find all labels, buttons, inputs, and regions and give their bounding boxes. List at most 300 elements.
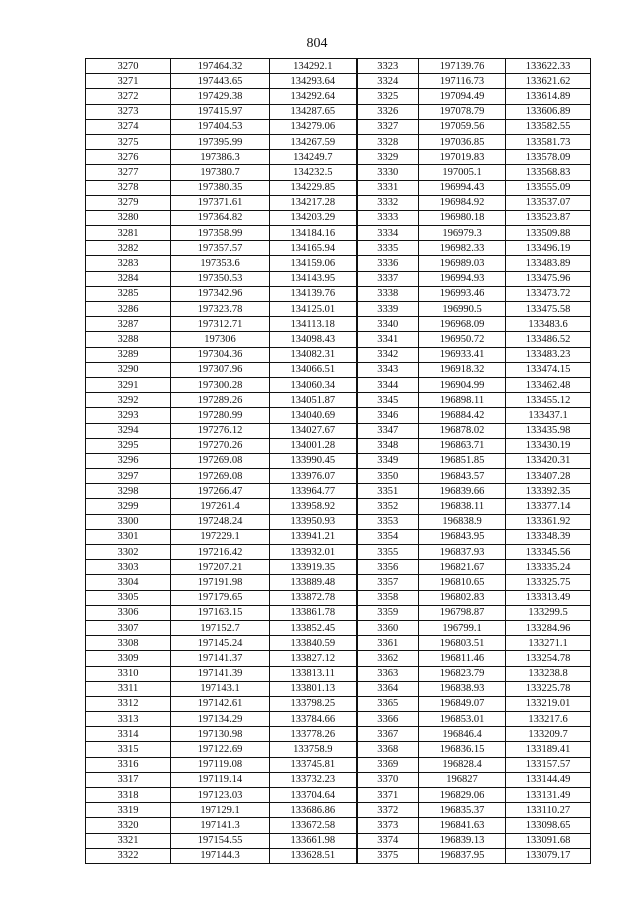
point-number-cell: 3273 [86, 104, 171, 119]
x-coordinate-cell: 196839.66 [419, 484, 506, 499]
y-coordinate-cell: 133661.98 [270, 833, 357, 848]
x-coordinate-cell: 196898.11 [419, 393, 506, 408]
x-coordinate-cell: 196982.33 [419, 241, 506, 256]
y-coordinate-cell: 134217.28 [270, 195, 357, 210]
x-coordinate-cell: 197248.24 [171, 514, 270, 529]
y-coordinate-cell: 133932.01 [270, 545, 357, 560]
y-coordinate-cell: 133745.81 [270, 757, 357, 772]
table-row [86, 347, 591, 362]
x-coordinate-cell: 196846.4 [419, 727, 506, 742]
y-coordinate-cell: 134066.51 [270, 362, 357, 377]
x-coordinate-cell: 197353.6 [171, 256, 270, 271]
y-coordinate-cell: 134165.94 [270, 241, 357, 256]
table-row [86, 104, 591, 119]
table-row [86, 423, 591, 438]
point-number-cell: 3291 [86, 377, 171, 392]
point-number-cell: 3292 [86, 393, 171, 408]
point-number-cell: 3299 [86, 499, 171, 514]
x-coordinate-cell: 196993.46 [419, 286, 506, 301]
point-number-cell: 3371 [357, 788, 419, 803]
x-coordinate-cell: 196835.37 [419, 803, 506, 818]
point-number-cell: 3343 [357, 362, 419, 377]
point-number-cell: 3302 [86, 545, 171, 560]
x-coordinate-cell: 196837.95 [419, 848, 506, 863]
table-row [86, 332, 591, 347]
point-number-cell: 3282 [86, 241, 171, 256]
y-coordinate-cell: 133098.65 [506, 818, 591, 833]
x-coordinate-cell: 196838.11 [419, 499, 506, 514]
table-row [86, 362, 591, 377]
y-coordinate-cell: 134292.64 [270, 89, 357, 104]
x-coordinate-cell: 196980.18 [419, 210, 506, 225]
x-coordinate-cell: 197154.55 [171, 833, 270, 848]
y-coordinate-cell: 134001.28 [270, 438, 357, 453]
point-number-cell: 3353 [357, 514, 419, 529]
x-coordinate-cell: 197191.98 [171, 575, 270, 590]
point-number-cell: 3352 [357, 499, 419, 514]
x-coordinate-cell: 197386.3 [171, 150, 270, 165]
y-coordinate-cell: 133852.45 [270, 620, 357, 635]
table-row [86, 165, 591, 180]
table-row [86, 74, 591, 89]
point-number-cell: 3361 [357, 636, 419, 651]
x-coordinate-cell: 196950.72 [419, 332, 506, 347]
x-coordinate-cell: 197312.71 [171, 317, 270, 332]
table-row [86, 59, 591, 74]
point-number-cell: 3335 [357, 241, 419, 256]
x-coordinate-cell: 197415.97 [171, 104, 270, 119]
y-coordinate-cell: 134232.5 [270, 165, 357, 180]
y-coordinate-cell: 133976.07 [270, 469, 357, 484]
table-row [86, 408, 591, 423]
table-row [86, 134, 591, 149]
point-number-cell: 3328 [357, 134, 419, 149]
point-number-cell: 3334 [357, 226, 419, 241]
page-number: 804 [306, 36, 328, 51]
table-row [86, 226, 591, 241]
point-number-cell: 3324 [357, 74, 419, 89]
y-coordinate-cell: 133840.59 [270, 636, 357, 651]
table-row [86, 499, 591, 514]
y-coordinate-cell: 134249.7 [270, 150, 357, 165]
point-number-cell: 3330 [357, 165, 419, 180]
x-coordinate-cell: 196843.95 [419, 529, 506, 544]
point-number-cell: 3348 [357, 438, 419, 453]
y-coordinate-cell: 134229.85 [270, 180, 357, 195]
table-row [86, 803, 591, 818]
x-coordinate-cell: 196799.1 [419, 620, 506, 635]
point-number-cell: 3368 [357, 742, 419, 757]
point-number-cell: 3336 [357, 256, 419, 271]
point-number-cell: 3314 [86, 727, 171, 742]
point-number-cell: 3331 [357, 180, 419, 195]
x-coordinate-cell: 196802.83 [419, 590, 506, 605]
y-coordinate-cell: 133872.78 [270, 590, 357, 605]
y-coordinate-cell: 133581.73 [506, 134, 591, 149]
x-coordinate-cell: 197357.57 [171, 241, 270, 256]
y-coordinate-cell: 133110.27 [506, 803, 591, 818]
x-coordinate-cell: 196843.57 [419, 469, 506, 484]
point-number-cell: 3364 [357, 681, 419, 696]
point-number-cell: 3359 [357, 605, 419, 620]
table-row [86, 727, 591, 742]
y-coordinate-cell: 133131.49 [506, 788, 591, 803]
x-coordinate-cell: 196968.09 [419, 317, 506, 332]
y-coordinate-cell: 133827.12 [270, 651, 357, 666]
table-row [86, 651, 591, 666]
x-coordinate-cell: 196798.87 [419, 605, 506, 620]
table-row [86, 833, 591, 848]
table-row [86, 590, 591, 605]
y-coordinate-cell: 134159.06 [270, 256, 357, 271]
y-coordinate-cell: 133483.89 [506, 256, 591, 271]
point-number-cell: 3358 [357, 590, 419, 605]
table-row [86, 620, 591, 635]
point-number-cell: 3372 [357, 803, 419, 818]
y-coordinate-cell: 133437.1 [506, 408, 591, 423]
table-row [86, 241, 591, 256]
y-coordinate-cell: 133475.96 [506, 271, 591, 286]
table-row [86, 529, 591, 544]
y-coordinate-cell: 133578.09 [506, 150, 591, 165]
point-number-cell: 3362 [357, 651, 419, 666]
table-row [86, 195, 591, 210]
point-number-cell: 3363 [357, 666, 419, 681]
point-number-cell: 3340 [357, 317, 419, 332]
point-number-cell: 3298 [86, 484, 171, 499]
y-coordinate-cell: 133778.26 [270, 727, 357, 742]
x-coordinate-cell: 197269.08 [171, 469, 270, 484]
x-coordinate-cell: 197371.61 [171, 195, 270, 210]
y-coordinate-cell: 133473.72 [506, 286, 591, 301]
x-coordinate-cell: 196838.93 [419, 681, 506, 696]
y-coordinate-cell: 134292.1 [270, 59, 357, 74]
x-coordinate-cell: 197116.73 [419, 74, 506, 89]
point-number-cell: 3329 [357, 150, 419, 165]
point-number-cell: 3354 [357, 529, 419, 544]
point-number-cell: 3339 [357, 302, 419, 317]
x-coordinate-cell: 196989.03 [419, 256, 506, 271]
x-coordinate-cell: 196994.93 [419, 271, 506, 286]
x-coordinate-cell: 196841.63 [419, 818, 506, 833]
x-coordinate-cell: 197139.76 [419, 59, 506, 74]
y-coordinate-cell: 133964.77 [270, 484, 357, 499]
point-number-cell: 3347 [357, 423, 419, 438]
point-number-cell: 3337 [357, 271, 419, 286]
x-coordinate-cell: 197119.08 [171, 757, 270, 772]
y-coordinate-cell: 134125.01 [270, 302, 357, 317]
table-row [86, 772, 591, 787]
point-number-cell: 3279 [86, 195, 171, 210]
table-row [86, 119, 591, 134]
point-number-cell: 3355 [357, 545, 419, 560]
y-coordinate-cell: 133475.58 [506, 302, 591, 317]
y-coordinate-cell: 133435.98 [506, 423, 591, 438]
x-coordinate-cell: 197094.49 [419, 89, 506, 104]
y-coordinate-cell: 133079.17 [506, 848, 591, 863]
x-coordinate-cell: 196821.67 [419, 560, 506, 575]
x-coordinate-cell: 197216.42 [171, 545, 270, 560]
x-coordinate-cell: 196863.71 [419, 438, 506, 453]
y-coordinate-cell: 133299.5 [506, 605, 591, 620]
y-coordinate-cell: 133758.9 [270, 742, 357, 757]
y-coordinate-cell: 133622.33 [506, 59, 591, 74]
x-coordinate-cell: 196823.79 [419, 666, 506, 681]
x-coordinate-cell: 197358.99 [171, 226, 270, 241]
x-coordinate-cell: 197179.65 [171, 590, 270, 605]
point-number-cell: 3338 [357, 286, 419, 301]
point-number-cell: 3284 [86, 271, 171, 286]
x-coordinate-cell: 196878.02 [419, 423, 506, 438]
x-coordinate-cell: 197266.47 [171, 484, 270, 499]
point-number-cell: 3357 [357, 575, 419, 590]
x-coordinate-cell: 197163.15 [171, 605, 270, 620]
x-coordinate-cell: 197404.53 [171, 119, 270, 134]
y-coordinate-cell: 133189.41 [506, 742, 591, 757]
x-coordinate-cell: 197307.96 [171, 362, 270, 377]
y-coordinate-cell: 133958.92 [270, 499, 357, 514]
x-coordinate-cell: 197306 [171, 332, 270, 347]
x-coordinate-cell: 196853.01 [419, 712, 506, 727]
x-coordinate-cell: 196827 [419, 772, 506, 787]
y-coordinate-cell: 133209.7 [506, 727, 591, 742]
x-coordinate-cell: 196979.3 [419, 226, 506, 241]
point-number-cell: 3369 [357, 757, 419, 772]
y-coordinate-cell: 134293.64 [270, 74, 357, 89]
table-row [86, 393, 591, 408]
point-number-cell: 3333 [357, 210, 419, 225]
point-number-cell: 3275 [86, 134, 171, 149]
point-number-cell: 3344 [357, 377, 419, 392]
point-number-cell: 3278 [86, 180, 171, 195]
y-coordinate-cell: 133348.39 [506, 529, 591, 544]
x-coordinate-cell: 197350.53 [171, 271, 270, 286]
y-coordinate-cell: 133361.92 [506, 514, 591, 529]
x-coordinate-cell: 196984.92 [419, 195, 506, 210]
point-number-cell: 3356 [357, 560, 419, 575]
y-coordinate-cell: 133377.14 [506, 499, 591, 514]
point-number-cell: 3316 [86, 757, 171, 772]
x-coordinate-cell: 197129.1 [171, 803, 270, 818]
point-number-cell: 3374 [357, 833, 419, 848]
y-coordinate-cell: 133483.6 [506, 317, 591, 332]
table-row [86, 636, 591, 651]
y-coordinate-cell: 133420.31 [506, 453, 591, 468]
point-number-cell: 3321 [86, 833, 171, 848]
x-coordinate-cell: 197342.96 [171, 286, 270, 301]
table-row [86, 89, 591, 104]
table-row [86, 681, 591, 696]
table-row [86, 484, 591, 499]
x-coordinate-cell: 197019.83 [419, 150, 506, 165]
x-coordinate-cell: 196811.46 [419, 651, 506, 666]
x-coordinate-cell: 196933.41 [419, 347, 506, 362]
point-number-cell: 3272 [86, 89, 171, 104]
point-number-cell: 3346 [357, 408, 419, 423]
x-coordinate-cell: 196990.5 [419, 302, 506, 317]
y-coordinate-cell: 133238.8 [506, 666, 591, 681]
point-number-cell: 3317 [86, 772, 171, 787]
point-number-cell: 3341 [357, 332, 419, 347]
x-coordinate-cell: 197443.65 [171, 74, 270, 89]
y-coordinate-cell: 133144.49 [506, 772, 591, 787]
table-row [86, 438, 591, 453]
point-number-cell: 3345 [357, 393, 419, 408]
y-coordinate-cell: 133861.78 [270, 605, 357, 620]
x-coordinate-cell: 196994.43 [419, 180, 506, 195]
y-coordinate-cell: 134060.34 [270, 377, 357, 392]
x-coordinate-cell: 197207.21 [171, 560, 270, 575]
x-coordinate-cell: 197130.98 [171, 727, 270, 742]
table-row [86, 742, 591, 757]
table-row [86, 271, 591, 286]
point-number-cell: 3271 [86, 74, 171, 89]
x-coordinate-cell: 197464.32 [171, 59, 270, 74]
x-coordinate-cell: 196803.51 [419, 636, 506, 651]
point-number-cell: 3375 [357, 848, 419, 863]
x-coordinate-cell: 197119.14 [171, 772, 270, 787]
y-coordinate-cell: 133568.83 [506, 165, 591, 180]
coordinates-table-body [86, 59, 591, 864]
point-number-cell: 3287 [86, 317, 171, 332]
y-coordinate-cell: 133455.12 [506, 393, 591, 408]
point-number-cell: 3288 [86, 332, 171, 347]
x-coordinate-cell: 197364.82 [171, 210, 270, 225]
y-coordinate-cell: 134287.65 [270, 104, 357, 119]
point-number-cell: 3300 [86, 514, 171, 529]
x-coordinate-cell: 197152.7 [171, 620, 270, 635]
y-coordinate-cell: 134143.95 [270, 271, 357, 286]
table-row [86, 302, 591, 317]
y-coordinate-cell: 133537.07 [506, 195, 591, 210]
point-number-cell: 3325 [357, 89, 419, 104]
table-row [86, 605, 591, 620]
x-coordinate-cell: 197276.12 [171, 423, 270, 438]
table-row [86, 453, 591, 468]
x-coordinate-cell: 196851.85 [419, 453, 506, 468]
y-coordinate-cell: 134027.67 [270, 423, 357, 438]
x-coordinate-cell: 197395.99 [171, 134, 270, 149]
y-coordinate-cell: 133335.24 [506, 560, 591, 575]
x-coordinate-cell: 196828.4 [419, 757, 506, 772]
x-coordinate-cell: 197141.3 [171, 818, 270, 833]
y-coordinate-cell: 133889.48 [270, 575, 357, 590]
point-number-cell: 3315 [86, 742, 171, 757]
point-number-cell: 3332 [357, 195, 419, 210]
y-coordinate-cell: 134113.18 [270, 317, 357, 332]
x-coordinate-cell: 197078.79 [419, 104, 506, 119]
x-coordinate-cell: 196918.32 [419, 362, 506, 377]
point-number-cell: 3342 [357, 347, 419, 362]
y-coordinate-cell: 133672.58 [270, 818, 357, 833]
x-coordinate-cell: 197280.99 [171, 408, 270, 423]
x-coordinate-cell: 197380.35 [171, 180, 270, 195]
point-number-cell: 3296 [86, 453, 171, 468]
x-coordinate-cell: 196838.9 [419, 514, 506, 529]
table-row [86, 666, 591, 681]
y-coordinate-cell: 133704.64 [270, 788, 357, 803]
point-number-cell: 3295 [86, 438, 171, 453]
table-row [86, 575, 591, 590]
y-coordinate-cell: 133941.21 [270, 529, 357, 544]
point-number-cell: 3313 [86, 712, 171, 727]
x-coordinate-cell: 197304.36 [171, 347, 270, 362]
y-coordinate-cell: 133284.96 [506, 620, 591, 635]
point-number-cell: 3277 [86, 165, 171, 180]
y-coordinate-cell: 133621.62 [506, 74, 591, 89]
y-coordinate-cell: 133813.11 [270, 666, 357, 681]
y-coordinate-cell: 133801.13 [270, 681, 357, 696]
table-row [86, 696, 591, 711]
y-coordinate-cell: 134139.76 [270, 286, 357, 301]
y-coordinate-cell: 133509.88 [506, 226, 591, 241]
x-coordinate-cell: 197270.26 [171, 438, 270, 453]
x-coordinate-cell: 197143.1 [171, 681, 270, 696]
x-coordinate-cell: 197323.78 [171, 302, 270, 317]
y-coordinate-cell: 133392.35 [506, 484, 591, 499]
x-coordinate-cell: 196849.07 [419, 696, 506, 711]
y-coordinate-cell: 133217.6 [506, 712, 591, 727]
point-number-cell: 3307 [86, 620, 171, 635]
point-number-cell: 3290 [86, 362, 171, 377]
point-number-cell: 3289 [86, 347, 171, 362]
point-number-cell: 3323 [357, 59, 419, 74]
point-number-cell: 3303 [86, 560, 171, 575]
x-coordinate-cell: 196810.65 [419, 575, 506, 590]
point-number-cell: 3280 [86, 210, 171, 225]
point-number-cell: 3318 [86, 788, 171, 803]
x-coordinate-cell: 197123.03 [171, 788, 270, 803]
table-row [86, 788, 591, 803]
y-coordinate-cell: 133271.1 [506, 636, 591, 651]
point-number-cell: 3360 [357, 620, 419, 635]
x-coordinate-cell: 197142.61 [171, 696, 270, 711]
point-number-cell: 3351 [357, 484, 419, 499]
x-coordinate-cell: 197261.4 [171, 499, 270, 514]
y-coordinate-cell: 133407.28 [506, 469, 591, 484]
y-coordinate-cell: 133313.49 [506, 590, 591, 605]
y-coordinate-cell: 134184.16 [270, 226, 357, 241]
point-number-cell: 3322 [86, 848, 171, 863]
x-coordinate-cell: 197145.24 [171, 636, 270, 651]
y-coordinate-cell: 133225.78 [506, 681, 591, 696]
table-row [86, 317, 591, 332]
point-number-cell: 3311 [86, 681, 171, 696]
point-number-cell: 3366 [357, 712, 419, 727]
point-number-cell: 3276 [86, 150, 171, 165]
point-number-cell: 3326 [357, 104, 419, 119]
point-number-cell: 3370 [357, 772, 419, 787]
x-coordinate-cell: 197059.56 [419, 119, 506, 134]
point-number-cell: 3320 [86, 818, 171, 833]
y-coordinate-cell: 133486.52 [506, 332, 591, 347]
x-coordinate-cell: 196884.42 [419, 408, 506, 423]
point-number-cell: 3365 [357, 696, 419, 711]
x-coordinate-cell: 197134.29 [171, 712, 270, 727]
point-number-cell: 3327 [357, 119, 419, 134]
point-number-cell: 3305 [86, 590, 171, 605]
x-coordinate-cell: 197380.7 [171, 165, 270, 180]
y-coordinate-cell: 134051.87 [270, 393, 357, 408]
x-coordinate-cell: 197269.08 [171, 453, 270, 468]
y-coordinate-cell: 133462.48 [506, 377, 591, 392]
x-coordinate-cell: 196904.99 [419, 377, 506, 392]
x-coordinate-cell: 197005.1 [419, 165, 506, 180]
point-number-cell: 3294 [86, 423, 171, 438]
point-number-cell: 3373 [357, 818, 419, 833]
point-number-cell: 3306 [86, 605, 171, 620]
table-row [86, 210, 591, 225]
